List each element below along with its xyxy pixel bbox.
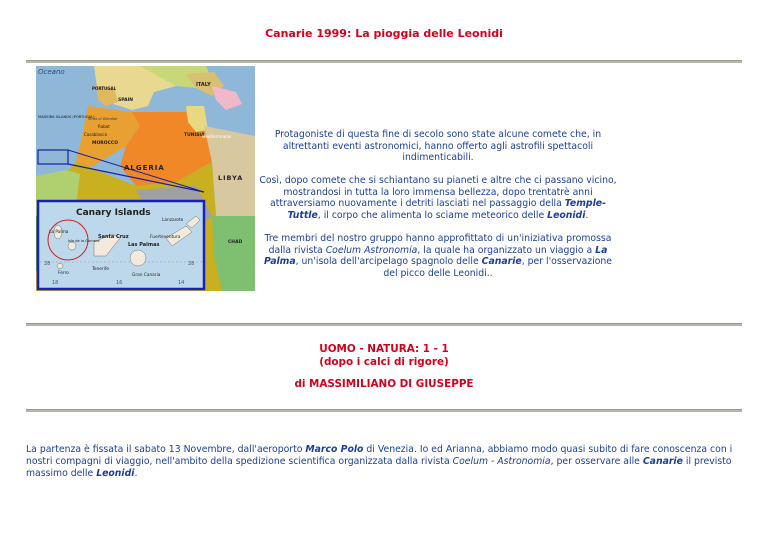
body-canarie: Canarie: [642, 456, 683, 467]
inset-lon-18: 18: [52, 280, 59, 286]
section-byline: di MASSIMILIANO DI GIUSEPPE: [294, 378, 474, 390]
page-title: Canarie 1999: La pioggia delle Leonidi: [265, 27, 503, 40]
intro-p3-text: , per l'osservazione del picco delle Leonidi..: [383, 256, 613, 279]
intro-p2-text: , il corpo che alimenta lo sciame meteorico delle: [317, 210, 548, 222]
map-label-madeira: MADEIRA ISLANDS (PORTUGAL): [38, 115, 95, 119]
intro-p3-text: , la quale ha organizzato un viaggio a: [417, 244, 596, 256]
map-label-italy: ITALY: [196, 82, 211, 88]
inset-lat-left: 28: [44, 261, 51, 267]
inset-label-gran-canaria: Gran Canaria: [132, 273, 161, 278]
inset-label-santa-cruz: Santa Cruz: [98, 234, 129, 240]
map-label-casablanca: Casablanca: [84, 132, 108, 137]
body-text: .: [134, 468, 138, 479]
inset-label-isla-gomera: Isla de la Gomera: [68, 239, 100, 243]
intro-p2-comet: Temple-Tuttle: [287, 198, 606, 222]
intro-paragraph-3: [256, 233, 620, 279]
intro-p3-text: Tre membri del nostro gruppo hanno approfittato di un'iniziativa promossa dalla rivista: [264, 233, 612, 256]
inset-label-fuerteventura: Fuerteventura: [150, 235, 181, 240]
intro-paragraph-1: Protagoniste di questa fine di secolo sono state alcune comete che, in altrettanti eventi astronomici, hanno offerto agli astrofili spettacoli indimenticabili.: [274, 129, 602, 164]
inset-label-lanzarote: Lanzarote: [162, 218, 184, 223]
intro-text: [256, 129, 620, 291]
map-label-morocco: MOROCCO: [92, 141, 119, 146]
inset-title: Canary Islands: [76, 208, 151, 218]
section-heading: UOMO - NATURA: 1 - 1: [319, 343, 449, 355]
body-text: La partenza è fissata il sabato 13 Novembre, dall'aeroporto: [26, 444, 306, 455]
divider-bottom: [26, 409, 742, 412]
divider-top: [26, 60, 742, 63]
divider-middle: [26, 323, 742, 326]
body-magazine: Coelum - Astronomia: [452, 456, 551, 467]
body-text: di Venezia. Io ed Arianna, abbiamo modo quasi subito di fare conoscenza con i nostri compagni di viaggio, nell'ambito della spedizione scientifica organizzata dalla rivista: [26, 444, 733, 467]
body-text: il previsto massimo delle: [26, 456, 732, 479]
intro-p3-magazine: Coelum Astronomia: [325, 244, 418, 256]
map-label-mediterranean: Mediterranean: [202, 134, 232, 139]
inset-label-la-palma: La Palma: [49, 230, 69, 235]
body-airport: Marco Polo: [305, 444, 364, 455]
intro-p3-text: , un'isola dell'arcipelago spagnolo delle: [295, 256, 482, 268]
body-text: , per osservare alle: [550, 456, 643, 467]
map-label-algeria: ALGERIA: [124, 164, 165, 172]
map-label-tunisia: TUNISIA: [184, 133, 205, 138]
inset-lon-16: 16: [116, 280, 123, 286]
body-leonidi: Leonidi: [96, 468, 135, 479]
intro-paragraph-2: [256, 175, 620, 221]
inset-lon-14: 14: [178, 280, 185, 286]
inset-label-las-palmas: Las Palmas: [128, 242, 160, 248]
section-subheading: (dopo i calci di rigore): [319, 356, 449, 368]
intro-p2-text: .: [585, 210, 589, 222]
intro-p2-leonidi: Leonidi: [547, 210, 586, 222]
map-label-portugal: PORTUGAL: [92, 86, 117, 91]
map-label-strait: Strait of Gibraltar: [88, 117, 118, 121]
map-label-rabat: Rabat: [98, 124, 110, 129]
intro-p3-canarie: Canarie: [481, 256, 522, 268]
map-label-chad: CHAD: [228, 240, 243, 245]
canary-inset: [38, 201, 204, 289]
canary-islands-map: [36, 66, 255, 291]
intro-p3-la-palma: La Palma: [263, 244, 608, 268]
inset-label-ferro: Ferro: [58, 271, 69, 276]
map-label-libya: LIBYA: [218, 174, 244, 182]
inset-lat-right: 28: [188, 261, 195, 267]
intro-p2-text: Così, dopo comete che si schiantano su pianeti e altre che ci passano vicino, mostrandosi in tutta la loro immensa bellezza, dopo trentatrè anni attraversiamo nuovamente i detriti lasciati nel passaggio della: [259, 175, 617, 210]
body-paragraph: [26, 444, 742, 480]
map-label-ocean: Oceano: [38, 68, 65, 76]
inset-label-tenerife: Tenerife: [92, 267, 110, 272]
map-label-spain: SPAIN: [118, 98, 134, 103]
